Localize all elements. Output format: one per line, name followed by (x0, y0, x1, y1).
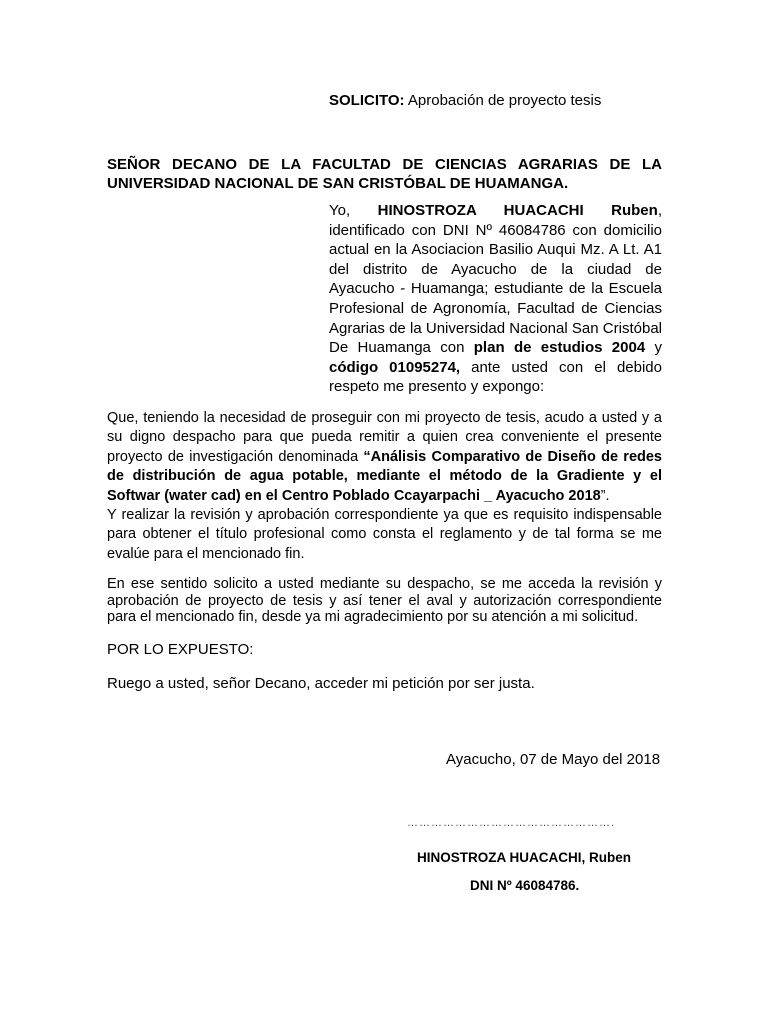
body-paragraph-1 (107, 409, 662, 564)
solicito-line (329, 92, 601, 109)
signature-dni: DNI Nº 46084786. (470, 878, 580, 893)
intro-text-1: Yo, (329, 202, 378, 219)
applicant-name: HINOSTROZA HUACACHI Ruben (377, 202, 658, 219)
codigo: código 01095274, (329, 358, 461, 376)
solicito-text: Aprobación de proyecto tesis (404, 92, 602, 109)
intro-paragraph (329, 201, 662, 397)
body-paragraph-2: Y realizar la revisión y aprobación correspondiente ya que es requisito indispensable para obtener el título profesional como consta el reglamento y de tal forma se me evalúe para el mencionado fin. (107, 507, 662, 562)
ruego-line: Ruego a usted, señor Decano, acceder mi petición por ser justa. (107, 675, 535, 692)
addressee: SEÑOR DECANO DE LA FACULTAD DE CIENCIAS AGRARIAS DE LA UNIVERSIDAD NACIONAL DE SAN CRISTÓBAL DE HUAMANGA. (107, 156, 662, 192)
por-lo-expuesto: POR LO EXPUESTO: (107, 641, 254, 658)
p1-end: ”. (600, 487, 610, 504)
signature-name: HINOSTROZA HUACACHI, Ruben (417, 850, 631, 865)
body-paragraph-3: En ese sentido solicito a usted mediante su despacho, se me acceda la revisión y aprobación de proyecto de tesis y así tener el aval y autorización correspondiente para el mencionado fin, desde ya mi agradecimiento por su atención a mi solicitud. (107, 576, 662, 625)
p1-text: Que, teniendo la necesidad de proseguir con mi proyecto de tesis, acudo a usted y a su digno despacho para que pueda remitir a quien crea conveniente el presente proyecto de investigación denominada (107, 410, 662, 465)
intro-text-2: , identificado con DNI Nº 46084786 con domicilio actual en la Asociacion Basilio Auqui Mz. A Lt. A1 del distrito de Ayacucho de la ciudad de Ayacucho - Huamanga; estudiante de la Escuela Profesional de Agronomía, Facultad de Ciencias Agrarias de la Universidad Nacional San Cristóbal De Huamanga con (329, 202, 662, 357)
thesis-title: “Análisis Comparativo de Diseño de redes de distribución de agua potable, mediante el método de la Gradiente y el Softwar (water cad) en el Centro Poblado Ccayarpachi _ Ayacucho 2018 (107, 448, 662, 504)
intro-text-4: ante usted con el debido respeto me presento y expongo: (329, 358, 662, 396)
intro-text-3: y (645, 339, 663, 357)
solicito-label: SOLICITO: (329, 92, 405, 109)
date-line: Ayacucho, 07 de Mayo del 2018 (446, 751, 661, 768)
plan-estudios: plan de estudios 2004 (473, 339, 646, 357)
signature-line: ……………………………………………. (407, 817, 616, 829)
